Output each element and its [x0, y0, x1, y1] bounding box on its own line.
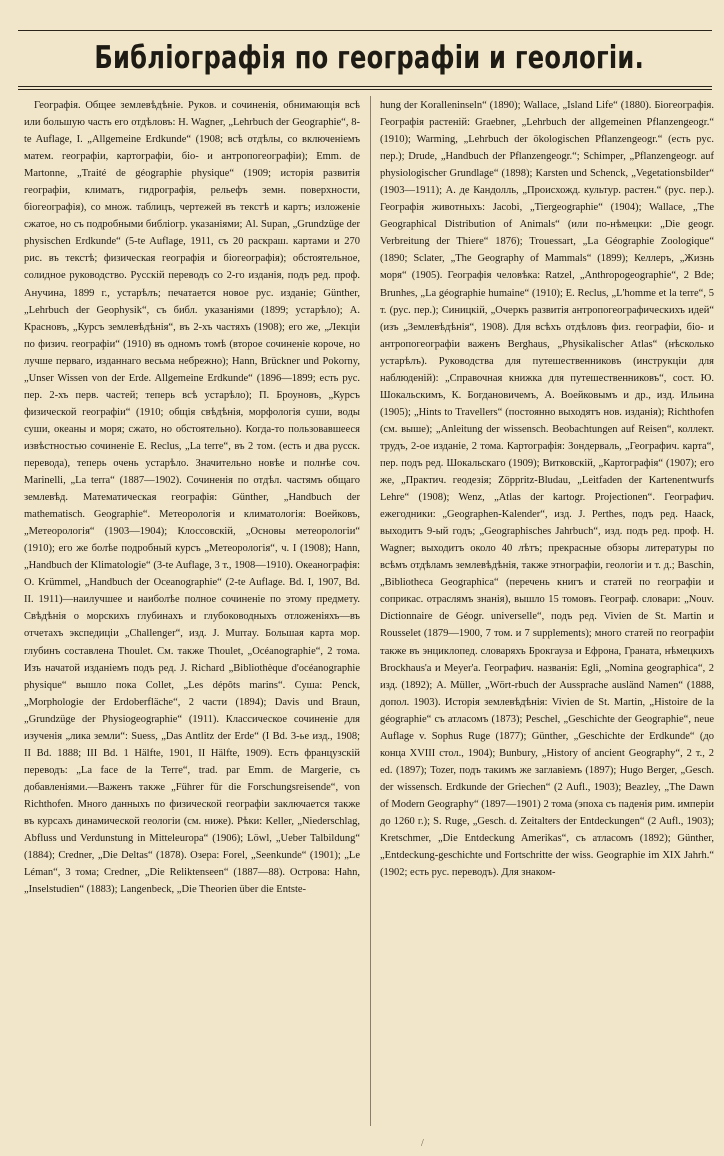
- top-rule: [18, 30, 712, 31]
- right-column-text: hung der Koralleninseln“ (1890); Wallace, „Island Life“ (1880). Біогеографія. Географія растеній: Graebner, „Lehrbuch der allgemeinen Pflanzengeogr.“ (1910); Warming, „Lehrbuch der ökologischen Pflanzengeogr.“ (есть рус. пер.); Drude, „Handbuch der Pflanzengeogr.“; Schimper, „Pflanzengeogr. auf physiologischer Grundlage“ (1898); Karsten und Schenck, „Vegetationsbilder“ (1903—1911); А. де Кандолль, „Происхожд. культур. растен.“ (рус. пер.). Географія животныхъ: Jacobi, „Tiergeographie“ (1904); Wallace, „The Geographical Distribution of Animals“ (или по-нѣмецки: „Die geogr. Verbreitung der Thiere“ 1876); Trouessart, „La Géographie Zoologique“ (1890; Sclater, „The Geography of Mammals“ (1899); Келлеръ, „Жизнь моря“ (1905). Географія человѣка: Ratzel, „Anthropogeographie“, 2 Bde; Brunhes, „La géographie humaine“ (1910); E. Reclus, „L'homme et la terre“, 5 т. (рус. пер.); Синицкій, „Очеркъ развитія антропогеографическихъ идей“ (изъ „Землевѣдѣнія“, 1908). Для всѣхъ отдѣловъ физ. географіи, біо- и антропогеографіи важенъ Berghaus, „Physikalischer Atlas“ (нѣсколько устарѣлъ). Руководства для путешественниковъ (инструкціи для наблюденій): „Справочная книжка для путешественниковъ“, сост. Ю. Шокальскимъ, К. Богдановичемъ, А. Воейковымъ и др., изд. Ильина (1905); „Hints to Travellers“ (постоянно выходятъ нов. изданія); Richthofen (см. выше); „Anleitung der wissensch. Beobachtungen auf Reisen“, коллект. трудъ, 2-ое изданіе, 2 тома. Картографія: Зондерваль, „Географич. карта“, пер. подъ ред. Шокальскаго (1909); Витковскій, „Картографія“ (1907); его же, „Практич. геодезія; Zöppritz-Bludau, „Leitfaden der Kartenentwurfs Lehre“ (1908); Wenz, „Atlas der kartogr. Projectionen“. Географич. ежегодники: „Geographen-Kalender“, изд. J. Perthes, подъ ред. Haack, выходитъ 9-ый годъ; „Geographisches Jahrbuch“, изд. подъ ред. проф. H. Wagner; выходитъ около 40 лѣтъ; прекрасные обзоры литературы по всѣмъ отдѣламъ землевѣдѣнія, также этнографіи, геологіи и т. д.; Baschin, „Bibliotheca Geographica“ (перечень книгъ и статей по географіи и соприкас. отраслямъ знанія), вышло 15 томовъ. Географ. словари: „Nouv. Dictionnaire de Géogr. universelle“, подъ ред. Vivien de St. Martin и Rousselet (1879—1900, 7 том. и 7 supplements); много статей по географіи также въ энциклопед. словаряхъ Брокгауза и Ефрона, Граната, нѣмецкихъ Brockhaus'a и Meyer'a. Географич. названія: Egli, „Nomina geographica“, 2 изд. (1892); A. Müller, „Wört-rbuch der Aussprache ausländ Namen“ (1888, допол. 1903). Исторія землевѣдѣнія: Vivien de St. Martin, „Histoire de la géographie“ съ атласомъ (1873); Peschel, „Geschichte der Geographie“, neue Auflage v. Sophus Ruge (1877); Günther, „Geschichte der Erdkunde“ (до конца XVIII стол., 1904); Bunbury, „History of ancient Geography“, 2 т., 2 ed. (1897); Tozer, подъ такимъ же заглавіемъ (1897); Hugo Berger, „Gesch. der wissensch. Erdkunde der Griechen“ (2 Aufl., 1903); Beazley, „The Dawn of Modern Geography“ (1897—1901) 2 тома (эпоха съ паденія рим. имперіи до 1260 г.); S. Ruge, „Gesch. d. Zeitalters der Entdeckungen“ (2 Aufl., 1903); Kretschmer, „Die Entdeckung Amerikas“, съ атласомъ (1892); Günther, „Entdeckung-geschichte und Fortschritte der wiss. Geographie im XIX Jahrh.“ (1902; есть рус. переводъ). Для знаком-: [380, 100, 714, 879]
- column-divider: [370, 96, 371, 1126]
- page-title: Библіографія по географіи и геологіи.: [94, 40, 645, 76]
- left-column: [24, 97, 360, 1127]
- right-column: [380, 97, 714, 1127]
- title-rule: [18, 86, 712, 87]
- title-rule-double: [18, 89, 712, 90]
- left-column-text: Географія. Общее землевѣдѣніе. Руков. и сочиненія, обнимающія всѣ или большую часть его отдѣловъ: H. Wagner, „Lehrbuch der Geographie“, 8-te Auflage, I. „Allgemeine Erdkunde“ (1908; всѣ отдѣлы, со включеніемъ матем. географіи, картографіи, біо- и антропогеографіи); Emm. de Martonne, „Traité de géographie physique“ (1909; исторія развитія географіи, климатъ, гидрографія, рельефъ земн. поверхности, біогеографія), со множ. таблицъ, чертежей въ текстѣ и картъ; изложеніе сжатое, но съ подробными библіогр. указаніями; Al. Supan, „Grundzüge der physischen Erdkunde“ (5-te Auflage, 1911, съ 20 раскраш. картами и 270 рис. въ текстѣ; физическая географія и біогеографія); обстоятельное, солидное руководство. Русскій переводъ со 2-го изданія, подъ ред. проф. Анучина, 1899 г., устарѣлъ; печатается новое рус. изданіе; Günther, „Lehrbuch der Geophysik“, съ библ. указаніями (1899; устарѣло); А. Красновъ, „Курсъ землевѣдѣнія“, въ 2-хъ частяхъ (1908); его же, „Лекціи по физич. географіи“ (1910) въ одномъ томѣ (второе сочиненіе короче, но лучше перваго, изданнаго весьма небрежно); Hann, Brückner und Pokorny, „Unser Wissen von der Erde. Allgemeine Erdkunde“ (1896—1899; есть рус. пер. 2-хъ перв. частей; теперь всѣ устарѣло); П. Броуновъ, „Курсъ физической географіи“ (1910; общія свѣдѣнія, морфологія суши, воды суши, океаны и моря; сжато, но обстоятельно). Когда-то пользовавшееся извѣстностью сочиненіе E. Reclus, „La terre“, въ 2 том. (есть и два русск. перевода), теперь очень устарѣло. Значительно новѣе и полнѣе соч. Marinelli, „La terra“ (1887—1902). Сочиненія по отдѣл. частямъ общаго землевѣд. Математическая географія: Günther, „Handbuch der mathematisch. Geographie“. Метеорологія и климатологія: Воейковъ, „Метеорологія“ (1903—1904); Клоссовскій, „Основы метеорологіи“ (1910); его же болѣе подробный курсъ „Метеорологія“, ч. I (1908); Hann, „Handbuch der Klimatologie“ (3-te Auflage, 3 т., 1908—1910). Океанографія: O. Krümmel, „Handbuch der Oceanographie“ (2-te Auflage. Bd. I, 1907, Bd. II. 1911)—наилучшее и наиболѣе полное сочиненіе по этому предмету. Свѣдѣнія о морскихъ глубинахъ и глубоководныхъ отложеніяхъ—въ отчетахъ экспедиціи „Challenger“, изд. J. Murray. Большая карта мор. глубинъ составлена Thoulet. См. также Thoulet, „Océanographie“, 2 тома. Изъ начатой изданіемъ подъ ред. J. Richard „Bibliothèque d'océanographie physique“ вышло пока Collet, „Les dépôts marins“. Суша: Penck, „Morphologie der Erdoberfläche“, 2 части (1894); Davis und Braun, „Grundzüge der Physiogeographie“ (1911). Классическое сочиненіе для изученія „лика земли“: Suess, „Das Antlitz der Erde“ (I Bd. 3-ье изд., 1908; II Bd. 1888; III Bd. 1 Hälfte, 1901, II Hälfte, 1909). Есть французскій переводъ: „La face de la Terre“, trad. par Emm. de Margerie, съ добавленіями.—Важенъ также „Führer für die Forschungsreisende“, von Richthofen. Много данныхъ по физической географіи заключается также въ курсахъ динамической геологіи (см. ниже). Рѣки: Keller, „Niederschlag, Abfluss und Verdunstung in Mitteleuropa“ (1906); Löwl, „Ueber Talbildung“ (1884); Credner, „Die Deltas“ (1878). Озера: Forel, „Seenkunde“ (1901); „Le Léman“, 3 тома; Credner, „Die Reliktenseen“ (1887—88). Острова: Hahn, „Inselstudien“ (1883); Langenbeck, „Die Theorien über die Entste-: [24, 100, 360, 896]
- page-footer-mark: /: [421, 1138, 424, 1149]
